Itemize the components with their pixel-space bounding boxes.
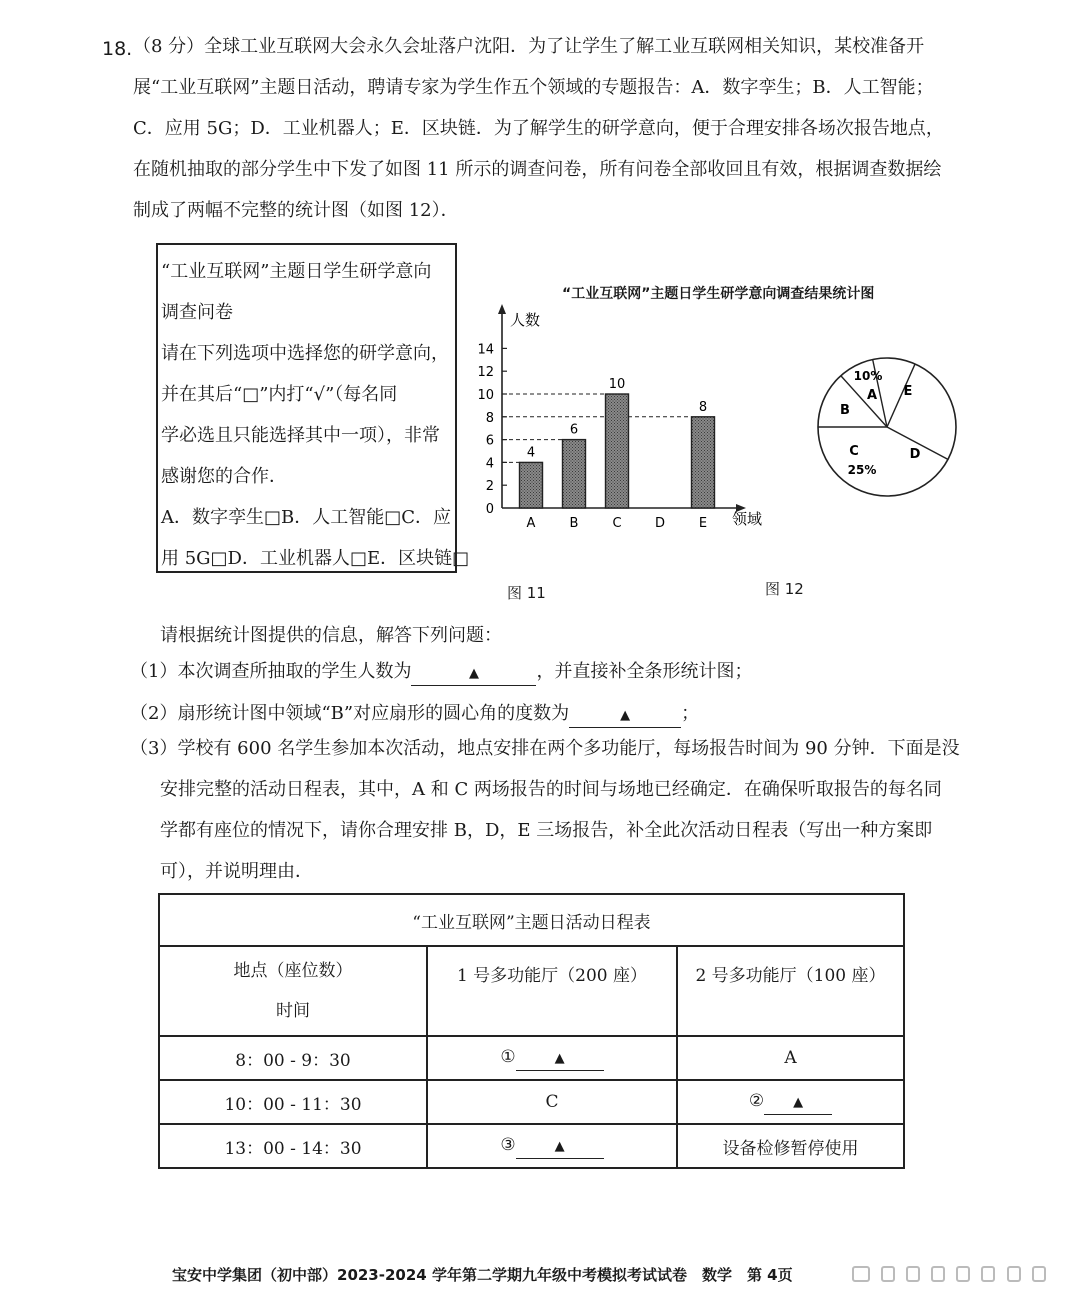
bar-glyph xyxy=(1007,1266,1021,1282)
question-line: 展“工业互联网”主题日活动，聘请专家为学生作五个领域的专题报告：A．数字孪生；B．人工智能； xyxy=(133,77,934,98)
pie-percent-c: 25% xyxy=(847,463,877,477)
cell-slot-1[interactable] xyxy=(427,1036,677,1080)
cell-slot-3[interactable] xyxy=(427,1124,677,1168)
pie-label-d: D xyxy=(909,447,921,462)
viewer-toolbar xyxy=(852,1266,1046,1282)
header-hall-1: 1 号多功能厅（200 座） xyxy=(427,946,677,1036)
bar-glyph xyxy=(852,1266,870,1282)
answer-blank-1[interactable] xyxy=(411,661,536,686)
x-axis-label: 领域 xyxy=(732,510,763,528)
cell-maintenance: 设备检修暂停使用 xyxy=(677,1124,904,1168)
cell-slot-2[interactable] xyxy=(677,1080,904,1124)
bar-chart xyxy=(470,300,770,550)
cell-report-c: C xyxy=(427,1080,677,1124)
pie-label-e: E xyxy=(903,384,913,399)
subquestion-intro: 请根据统计图提供的信息，解答下列问题： xyxy=(160,625,502,646)
survey-options: 用 5G□D．工业机器人□E．区块链□ xyxy=(161,548,470,569)
pie-label-c: C xyxy=(849,444,859,459)
x-tick-label: E xyxy=(698,516,708,531)
y-tick-label: 2 xyxy=(485,479,494,495)
schedule-table xyxy=(158,893,905,1169)
y-tick-label: 10 xyxy=(477,388,494,403)
subquestion-3 xyxy=(130,728,960,892)
pie-chart xyxy=(812,352,962,502)
bar-E xyxy=(692,417,715,508)
survey-line: 感谢您的合作． xyxy=(161,466,287,487)
survey-title: “工业互联网”主题日学生研学意向 xyxy=(161,261,432,282)
question-line: 制成了两幅不完整的统计图（如图 12）． xyxy=(133,200,459,221)
triangle-mark: ▲ xyxy=(554,1050,565,1066)
answer-blank-slot-2[interactable] xyxy=(764,1090,832,1115)
y-tick-label: 4 xyxy=(485,456,494,472)
answer-blank-slot-3[interactable] xyxy=(516,1134,604,1159)
survey-line: 学必选且只能选择其中一项），非常 xyxy=(161,425,440,446)
subquestion-3-line: 可），并说明理由． xyxy=(160,861,313,882)
bar-glyph xyxy=(1032,1266,1046,1282)
triangle-mark: ▲ xyxy=(620,708,631,723)
bar-glyph xyxy=(956,1266,970,1282)
triangle-mark: ▲ xyxy=(468,666,479,681)
row-time: 13：00 - 14：30 xyxy=(159,1124,427,1168)
figure-11-caption: 图 11 xyxy=(507,584,546,602)
subquestion-1 xyxy=(130,656,752,688)
subquestion-2-text-end: ； xyxy=(681,703,700,724)
row-time: 8：00 - 9：30 xyxy=(159,1036,427,1080)
subquestion-2-text: （2）扇形统计图中领域“B”对应扇形的圆心角的度数为 xyxy=(130,703,570,724)
x-tick-label: C xyxy=(612,516,622,531)
subquestion-1-text: （1）本次调查所抽取的学生人数为 xyxy=(130,661,412,682)
question-text xyxy=(133,26,953,231)
circled-number: ② xyxy=(748,1090,765,1111)
survey-line: 请在下列选项中选择您的研学意向， xyxy=(161,343,449,364)
bar-C xyxy=(606,394,629,508)
bar-value-label: 10 xyxy=(608,377,626,392)
header-hall-2: 2 号多功能厅（100 座） xyxy=(677,946,904,1036)
answer-blank-slot-1[interactable] xyxy=(516,1046,604,1071)
bar-glyph xyxy=(881,1266,895,1282)
pie-label-b: B xyxy=(840,403,850,418)
bar-glyph xyxy=(931,1266,945,1282)
subquestion-1-text-end: ，并直接补全条形统计图； xyxy=(536,661,753,682)
bar-glyph xyxy=(906,1266,920,1282)
x-tick-label: B xyxy=(569,516,579,531)
y-tick-label: 14 xyxy=(477,342,494,358)
subquestion-3-line: 安排完整的活动日程表，其中，A 和 C 两场报告的时间与场地已经确定．在确保听取报告的每名同 xyxy=(160,779,942,800)
question-line: 在随机抽取的部分学生中下发了如图 11 所示的调查问卷，所有问卷全部收回且有效，根据调查数据绘 xyxy=(133,159,942,180)
subquestion-3-line: 学都有座位的情况下，请你合理安排 B，D，E 三场报告，补全此次活动日程表（写出一种方案即 xyxy=(160,820,933,841)
survey-subtitle: 调查问卷 xyxy=(161,302,233,323)
survey-line: 并在其后“□”内打“√”（每名同 xyxy=(161,384,398,405)
y-tick-label: 8 xyxy=(485,410,494,426)
y-tick-label: 12 xyxy=(477,365,494,381)
schedule-header-place-time xyxy=(159,946,427,1036)
survey-options: A．数字孪生□B．人工智能□C．应 xyxy=(161,507,452,528)
page-footer: 宝安中学集团（初中部）2023-2024 学年第二学期九年级中考模拟考试试卷 数学 第 4页 xyxy=(172,1266,793,1284)
chart-title: “工业互联网”主题日学生研学意向调查结果统计图 xyxy=(562,286,875,302)
question-number: 18. xyxy=(102,38,133,60)
bar-A xyxy=(520,462,543,508)
bar-value-label: 6 xyxy=(569,422,579,438)
y-tick-label: 0 xyxy=(485,502,494,517)
triangle-mark: ▲ xyxy=(554,1138,565,1154)
x-tick-label: A xyxy=(526,516,536,531)
circled-number: ③ xyxy=(500,1134,516,1155)
x-tick-label: D xyxy=(654,516,666,531)
circled-number: ① xyxy=(500,1046,516,1067)
bar-value-label: 4 xyxy=(526,445,536,461)
bar-value-label: 8 xyxy=(698,399,708,415)
bar-glyph xyxy=(981,1266,995,1282)
question-line: C．应用 5G；D．工业机器人；E．区块链．为了解学生的研学意向，便于合理安排各场次报告地点， xyxy=(133,118,944,139)
y-axis-arrow xyxy=(498,304,506,314)
answer-blank-2[interactable] xyxy=(569,703,681,728)
row-time: 10：00 - 11：30 xyxy=(159,1080,427,1124)
survey-questionnaire-box xyxy=(156,243,470,573)
triangle-mark: ▲ xyxy=(793,1094,804,1110)
subquestion-2 xyxy=(130,698,699,730)
figure-12-caption: 图 12 xyxy=(765,580,804,598)
y-axis-label: 人数 xyxy=(510,311,541,329)
pie-percent-a: 10% xyxy=(853,369,883,383)
header-place: 地点（座位数） xyxy=(233,961,353,981)
y-tick-label: 6 xyxy=(485,433,494,449)
cell-report-a: A xyxy=(677,1036,904,1080)
question-line: （8 分）全球工业互联网大会永久会址落户沈阳．为了让学生了解工业互联网相关知识，某校准备开 xyxy=(133,36,925,57)
pie-label-a: A xyxy=(866,388,878,403)
header-time: 时间 xyxy=(276,1001,310,1021)
bar-B xyxy=(563,440,586,508)
schedule-title: “工业互联网”主题日活动日程表 xyxy=(159,894,904,946)
subquestion-3-line: （3）学校有 600 名学生参加本次活动，地点安排在两个多功能厅，每场报告时间为 90 分钟．下面是没 xyxy=(130,738,960,759)
